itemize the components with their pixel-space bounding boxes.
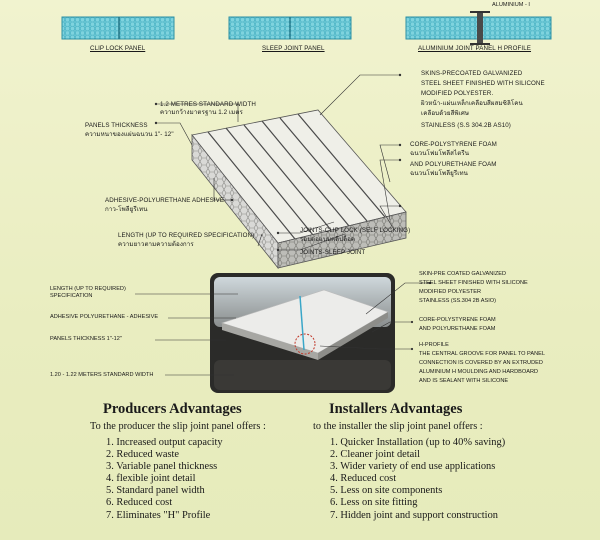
aluminium-i-label: ALUMINIUM - I	[492, 2, 530, 8]
list-item: 2. Cleaner joint detail	[330, 449, 421, 461]
skins-line-2: STEEL SHEET FINISHED WITH SILICONE	[421, 80, 545, 87]
panels-thickness-th-label: ความหนาของแผ่นฉนวน 1"- 12"	[85, 131, 174, 138]
installers-heading: Installers Advantages	[329, 401, 463, 417]
photo-skin-line-3: MODIFIED POLYESTER	[419, 289, 482, 295]
photo-skin-line-4: STAINLESS (SS.304 2B ASIO)	[419, 298, 496, 304]
width-std-th-label: ความกว้างมาตรฐาน 1.2 เมตร	[160, 109, 243, 116]
h-profile-line-3: CONNECTION IS COVERED BY AN EXTRUDED	[419, 360, 543, 366]
h-profile-line-1: H-PROFILE	[419, 342, 449, 348]
aluminium-joint-profile	[406, 11, 551, 45]
photo-skin-line-1: SKIN-PRE COATED GALVANIZED	[419, 271, 507, 277]
clip-lock-profile	[62, 17, 174, 39]
list-item: 3. Wider variety of end use applications	[330, 461, 496, 473]
h-profile-line-4: ALUMINIUM H MOULDING AND HARDBOARD	[419, 369, 539, 375]
h-profile-line-2: THE CENTRAL GROOVE FOR PANEL TO PANEL	[419, 351, 545, 357]
and-pu-label: AND POLYURETHANE FOAM	[410, 161, 497, 168]
installers-intro: to the installer the slip joint panel offers :	[313, 421, 483, 432]
photo-length-label: LENGTH (UP TO REQUIRED) SPECIFICATION	[50, 286, 126, 299]
list-item: 5. Less on site components	[330, 485, 443, 497]
list-item: 2. Reduced waste	[106, 449, 179, 461]
skins-line-4: ผิวหน้า-แผ่นเหล็กเคลือบสีผสมซิลิโคน	[421, 100, 523, 107]
list-item: 7. Eliminates "H" Profile	[106, 509, 211, 521]
panels-thickness-label: PANELS THICKNESS	[85, 122, 148, 129]
list-item: 3. Variable panel thickness	[106, 461, 218, 473]
stainless-label: STAINLESS (S.S 304.2B AS10)	[421, 122, 511, 129]
list-item: 4. Reduced cost	[330, 473, 397, 485]
width-std-label: 1.2 METRES STANDARD WIDTH	[160, 101, 256, 108]
photo-adhesive-label: ADHESIVE POLYURETHANE - ADHESIVE	[50, 314, 159, 320]
list-item: 1. Quicker Installation (up to 40% saving)	[330, 437, 506, 448]
joints-sleep-label: JOINTS-SLEEP JOINT	[300, 249, 366, 256]
producers-heading: Producers Advantages	[103, 401, 242, 417]
list-item: 7. Hidden joint and support construction	[330, 509, 498, 521]
clip-lock-label: CLIP LOCK PANEL	[90, 45, 146, 52]
photo-thickness-label: PANELS THICKNESS 1"-12"	[50, 336, 122, 342]
skins-line-5: เคลือบด้วยสีพิเศษ	[421, 110, 470, 117]
sleep-joint-label: SLEEP JOINT PANEL	[262, 45, 325, 52]
skins-line-3: MODIFIED POLYESTER.	[421, 90, 494, 97]
panel-photo	[210, 273, 395, 393]
photo-skin-line-2: STEEL SHEET FINISHED WITH SILICONE	[419, 280, 528, 286]
length-label: LENGTH (UP TO REQUIRED SPECIFICATION)	[118, 232, 255, 239]
joints-clip-th-label: รอยต่อแบบคลิปล็อค	[300, 236, 356, 243]
list-item: 5. Standard panel width	[106, 485, 205, 497]
skins-line-1: SKINS-PRECOATED GALVANIZED	[421, 70, 523, 77]
list-item: 4. flexible joint detail	[106, 473, 196, 485]
sleep-joint-profile	[229, 17, 351, 39]
aluminium-joint-label: ALUMINIUM JOINT PANEL H PROFILE	[418, 45, 532, 52]
and-pu-th-label: ฉนวนโฟมโพลียูรีเทน	[410, 170, 468, 177]
list-item: 6. Less on site fitting	[330, 497, 418, 509]
adhesive-label: ADHESIVE-POLYURETHANE ADHESIVE	[105, 197, 225, 204]
h-profile-line-5: AND IS SEALANT WITH SILICONE	[419, 378, 509, 384]
list-item: 6. Reduced cost	[106, 497, 173, 509]
photo-core-line-2: AND POLYURETHANE FOAM	[419, 326, 496, 332]
core-ps-th-label: ฉนวนโฟมโพลีสไตรีน	[410, 150, 470, 157]
photo-core-line-1: CORE-POLYSTYRENE FOAM	[419, 317, 496, 323]
producers-list	[106, 437, 223, 522]
list-item: 1. Increased output capacity	[106, 437, 223, 448]
installers-list	[330, 437, 505, 522]
core-ps-label: CORE-POLYSTYRENE FOAM	[410, 141, 497, 148]
producers-intro: To the producer the slip joint panel offers :	[90, 421, 266, 432]
adhesive-th-label: กาว-โพลียูรีเทน	[105, 206, 148, 213]
photo-width-label: 1.20 - 1.22 METERS STANDARD WIDTH	[50, 372, 154, 378]
length-th-label: ความยาวตามความต้องการ	[118, 241, 194, 248]
joints-clip-label: JOINTS-CLIP LOCK (SELF LOCKING)	[300, 227, 411, 234]
